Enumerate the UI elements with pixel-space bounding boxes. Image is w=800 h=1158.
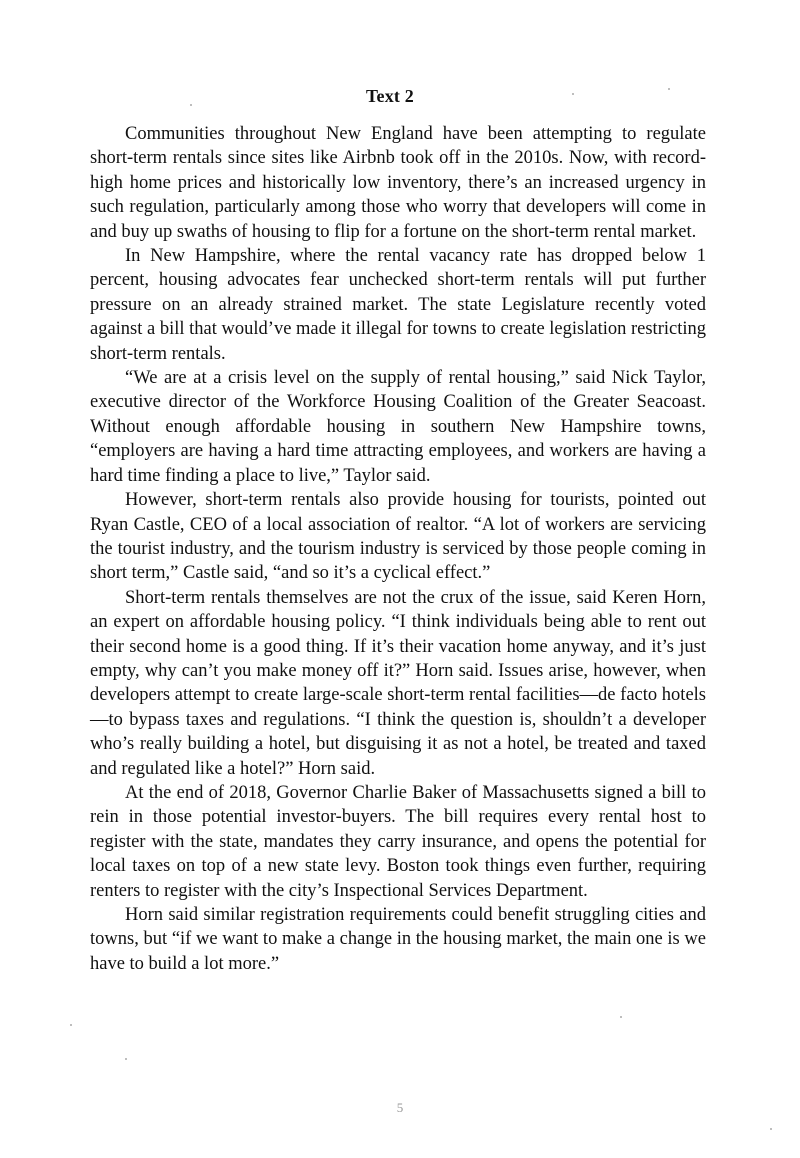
paragraph-7: Horn said similar registration requirements could benefit struggling cities and towns, but “if we want to make a change in the housing market, the main one is we have to build a lot more.” (90, 905, 706, 974)
paragraph-2: In New Hampshire, where the rental vacancy rate has dropped below 1 percent, housing advocates fear unchecked short-term rentals will put further pressure on an already strained market. The state Legislature recently voted against a bill that would’ve made it illegal for towns to create legislation restricting short-term rentals. (90, 246, 706, 364)
scan-speck (572, 93, 574, 95)
document-body (90, 122, 706, 976)
scan-speck (190, 104, 192, 106)
document-title: Text 2 (365, 86, 415, 106)
paragraph-5: Short-term rentals themselves are not the crux of the issue, said Keren Horn, an expert on affordable housing policy. “I think individuals being able to rent out their second home is a good thing. If it’s their vacation home anyway, and it’s just empty, why can’t you make money off it?” Horn said. Issues arise, however, when developers attempt to create large-scale short-term rental facilities—de facto hotels—to bypass taxes and regulations. “I think the question is, shouldn’t a developer who’s really building a hotel, but disguising it as not a hotel, be treated and taxed and regulated like a hotel?” Horn said. (90, 587, 706, 779)
scan-speck (770, 1128, 772, 1130)
scan-speck (668, 88, 670, 90)
paragraph-3: “We are at a crisis level on the supply of rental housing,” said Nick Taylor, executive director of the Workforce Housing Coalition of the Greater Seacoast. Without enough affordable housing in southern New Hampshire towns, “employers are having a hard time attracting employees, and workers are having a hard time finding a place to live,” Taylor said. (90, 368, 706, 486)
page-number: 5 (396, 1100, 404, 1115)
paragraph-6: At the end of 2018, Governor Charlie Baker of Massachusetts signed a bill to rein in those potential investor-buyers. The bill requires every rental host to register with the state, mandates they carry insurance, and opens the potential for local taxes on top of a new state levy. Boston took things even further, requiring renters to register with the city’s Inspectional Services Department. (90, 782, 706, 901)
paragraph-4: However, short-term rentals also provide housing for tourists, pointed out Ryan Castle, CEO of a local association of realtor. “A lot of workers are servicing the tourist industry, and the tourism industry is serviced by those people coming in short term,” Castle said, “and so it’s a cyclical effect.” (90, 490, 706, 584)
scan-speck (620, 1016, 622, 1018)
paragraph-1: Communities throughout New England have been attempting to regulate short-term rentals since sites like Airbnb took off in the 2010s. Now, with record-high home prices and historically low inventory, there’s an increased urgency in such regulation, particularly among those who worry that developers will come in and buy up swaths of housing to flip for a fortune on the short-term rental market. (90, 124, 706, 242)
scan-speck (70, 1024, 72, 1026)
scan-speck (125, 1058, 127, 1060)
